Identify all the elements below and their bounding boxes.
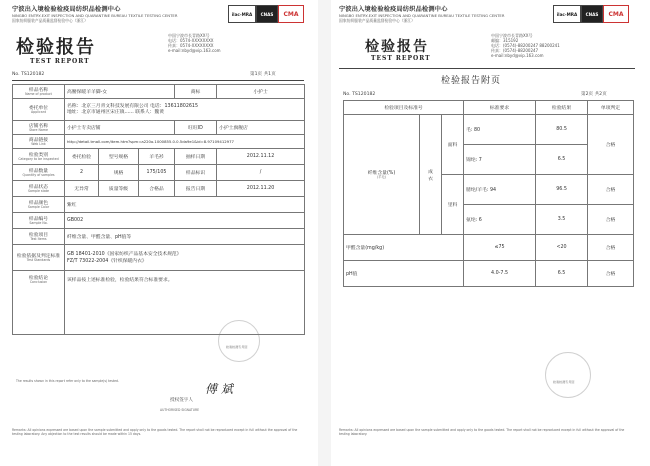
signature-label: 授权签字人: [170, 398, 193, 403]
ilac-mra-logo: ilac-MRA: [228, 5, 256, 23]
table-row: 委托单位 Applicant 名称：北京三月青文科技发展有限公司 电话：13611802615 地址：北京市通州区宋庄镇...... 联系人：魏黄: [13, 99, 305, 121]
remarks-fine-print: Remarks: All opinions expressed are based upon the sample submitted and apply only to the goods tested. The report shall not be reproduced except in full without the approval of the testing laboratory.: [339, 428, 625, 436]
table-header-row: 检验项目及标准号 标准要求 检验结果 单项判定: [344, 101, 634, 115]
table-row: 样品编号 Sample No. GB002: [13, 213, 305, 229]
table-row: 样品名称 Name of product 高腰保暖羊羊脚-女 商标 小护士: [13, 85, 305, 99]
handwritten-signature: 傅 斌: [205, 382, 233, 396]
page-gutter: [318, 0, 331, 466]
report-title-cn: 检验报告: [365, 39, 429, 55]
table-row: 样品数量 Quantity of samples 2 规格 175/105 样品标识 /: [13, 165, 305, 181]
ilac-mra-logo: ilac-MRA: [553, 5, 581, 23]
cma-logo: CMA: [278, 5, 304, 23]
org-name-cn: 宁波出入境检验检疫局纺织品检测中心: [339, 6, 448, 13]
table-row: 商品链接 Web Link http://detail.tmall.com/item.htm?spm=a220o.1000855.0.0.5da9e1&id=8.97109412977: [13, 135, 305, 149]
table-row: 氨纶: 6 3.5 合格: [344, 205, 634, 235]
contact-block: 中国宁波市长青路XX号 邮编：315192 电话：(0574)-88200247 88200241 传真：(0574)-88200247 e-mail:nbyd@vip.163.com: [491, 33, 560, 58]
stamp-text: 检验检测专用章: [226, 345, 248, 349]
table-row: 样品颜色 Sample Color 紫红: [13, 197, 305, 213]
report-title-en: TEST REPORT: [30, 58, 90, 65]
appendix-title: 检验报告附页: [441, 76, 502, 86]
remarks-fine-print: Remarks: All opinions expressed are based upon the sample submitted and apply only to the goods tested. The report shall not be reproduced except in full without the approval of the testing laboratory. Any objection to the test results should be made within 15 days.: [12, 428, 298, 436]
table-row: 纤维含量(%) (羊毛) 成 衣 面料 毛: 80 80.5 合格: [344, 115, 634, 145]
org-name-cn-2: 国家纺织服装产品质量监督检验中心（浙江）: [339, 18, 415, 23]
table-row: 检验结论 Conclusion 该样品按上述标准检验，检验结果符合标准要求。: [13, 271, 305, 335]
table-row: 锦纶: 7 6.5: [344, 145, 634, 175]
top-rule: [12, 80, 304, 81]
cnas-logo: CNAS: [256, 5, 278, 23]
table-row: 甲醛含量(mg/kg) ≤75 <20 合格: [344, 235, 634, 261]
table-row: 里料 腈纶/羊毛: 94 96.5 合格: [344, 175, 634, 205]
inspection-stamp: [218, 320, 260, 362]
table-row: 店铺名称 Store Name 小护士专卖店铺 旺旺ID 小护士旗舰店: [13, 121, 305, 135]
report-number: No. TS120182: [343, 92, 376, 97]
contact-block: 中国宁波市长青路XX号 电话：0574-XXXXXXXX 传真：0574-XXXXXXXX e-mail:nbyd@vip.163.com: [168, 33, 221, 53]
cnas-logo: CNAS: [581, 5, 603, 23]
test-report-appendix-page: [331, 0, 650, 466]
appendix-table: [343, 100, 634, 287]
stamp-text: 检验检测专用章: [553, 380, 575, 384]
table-row: 检验项目 Test Items 纤维含量、甲醛含量、pH值等: [13, 229, 305, 245]
signature-label-en: AUTHORISED SIGNATURE: [160, 408, 200, 412]
table-row: pH值 4.0-7.5 6.5 合格: [344, 261, 634, 287]
table-row: 检验类别 Category to be inspected 委托检验 型号规格 羊毛衫 抽样日期 2012.11.12: [13, 149, 305, 165]
org-name-cn-2: 国家纺织服装产品质量监督检验中心（浙江）: [12, 18, 88, 23]
page-number: 第2页 共2页: [581, 92, 607, 97]
org-name-cn: 宁波出入境检验检疫局纺织品检测中心: [12, 6, 121, 13]
report-table: [12, 84, 305, 335]
report-number: No. TS120182: [12, 72, 45, 77]
table-row: 样品状态 Sample state 无异常 质量等级 合格品 报告日期 2012.11.20: [13, 181, 305, 197]
report-note: The results shown in this report refer only to the sample(s) tested.: [16, 379, 119, 383]
org-name-en: NINGBO ENTRY-EXIT INSPECTION AND QUARANTINE BUREAU TEXTILE TESTING CENTER: [12, 13, 178, 18]
page-number: 第1页 共1页: [250, 72, 276, 77]
inspection-stamp: [545, 352, 591, 398]
cma-logo: CMA: [603, 5, 629, 23]
test-report-page: [0, 0, 318, 466]
table-row: 检验依据及判定标准 Test Standards GB 18401-2010《国家纺织产品基本安全技术规范》 FZ/T 73022-2004《针织保暖内衣》: [13, 245, 305, 271]
report-title-en: TEST REPORT: [371, 55, 431, 62]
top-rule: [339, 68, 635, 69]
report-title-cn: 检验报告: [16, 37, 96, 58]
org-name-en: NINGBO ENTRY-EXIT INSPECTION AND QUARANTINE BUREAU TEXTILE TESTING CENTER: [339, 13, 505, 18]
